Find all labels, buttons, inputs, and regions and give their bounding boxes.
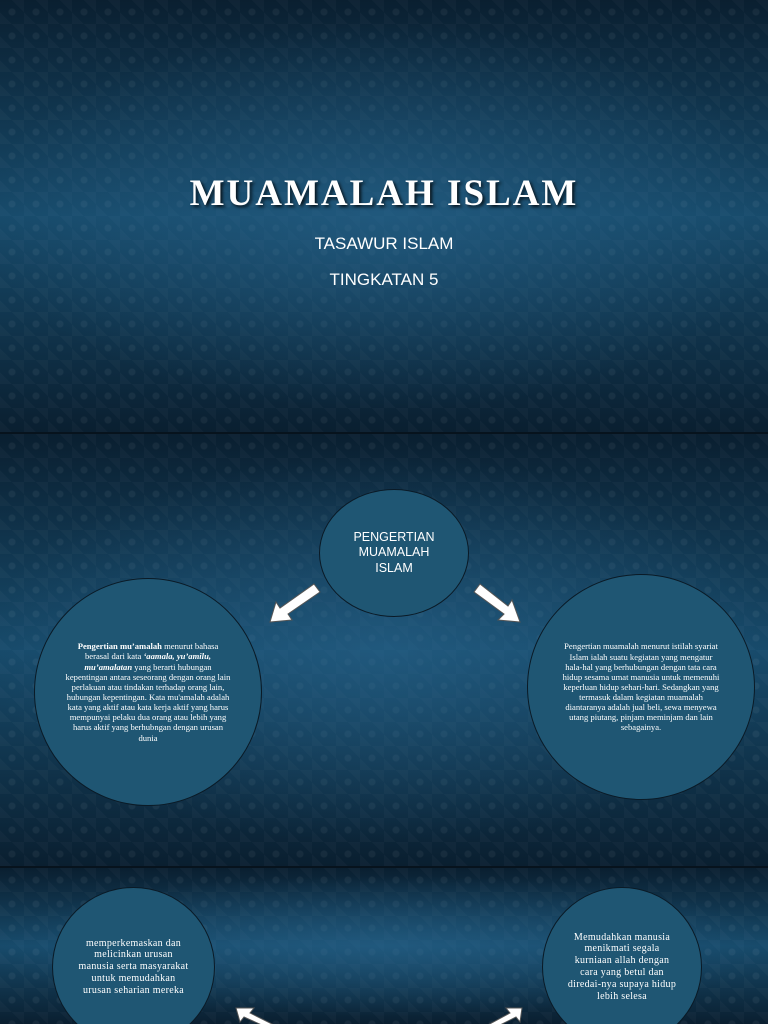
term-highlight: Pengertian mu’amalah (77, 641, 162, 652)
slide-subtitle-subject: TASAWUR ISLAM (314, 234, 454, 253)
language-definition-circle (34, 578, 262, 806)
objective-circle-left (52, 887, 215, 1024)
slide-subtitle-level: TINGKATAN 5 (329, 270, 439, 289)
title-slide (0, 0, 768, 432)
definition-part-2: yang berarti hubungan kepentingan antara seseorang dengan orang lain perlakuan atau tindakan terhadap orang lain, hubungan kepentingan. Kata mu'amalah adalah kata yang aktif atau kata kerja aktif yang harus mempunyai pelaku dua orang atau lebih yang harus aktif yang berhubngan dengan urusan dunia (65, 661, 231, 743)
objectives-slide (0, 868, 768, 1024)
syariat-definition-circle (527, 574, 755, 800)
arrow-down-right-icon (470, 580, 526, 626)
language-definition-text (65, 641, 231, 742)
term-arabic-highlight: ‘aamala, yu’amilu, mu’amalatan (84, 651, 211, 672)
arrow-down-left-icon (262, 578, 322, 628)
center-concept-text: PENGERTIAN MUAMALAH ISLAM (353, 529, 435, 575)
syariat-definition-text: Pengertian muamalah menurut istilah syariat Islam ialah suatu kegiatan yang mengatur hala-hal yang berhubungan dengan tata cara hidup sesama umat manusia untuk memenuhi keperluan hidup sehari-hari. Sedangkan yang termasuk dalam kegiatan muamalah diantaranya adalah jual beli, sewa menyewa utang piutang, pinjam meminjam dan lain sebagainya. (562, 641, 720, 733)
objective-right-text: Memudahkan manusia menikmati segala kurniaan allah dengan cara yang betul dan diredai-nya supaya hidup lebih selesa (567, 931, 677, 1002)
objective-circle-right (542, 887, 702, 1024)
slide-title: MUAMALAH ISLAM (189, 173, 579, 214)
objective-left-text: memperkemaskan dan melicinkan urusan manusia serta masyarakat untuk memudahkan urusan seharian mereka (78, 937, 189, 996)
arrow-up-right-icon (486, 1004, 526, 1024)
definition-slide (0, 434, 768, 866)
definition-part-1: menurut bahasa berasal dari kata (84, 641, 219, 662)
center-concept-circle (319, 489, 469, 617)
arrow-up-left-icon (232, 1004, 278, 1024)
